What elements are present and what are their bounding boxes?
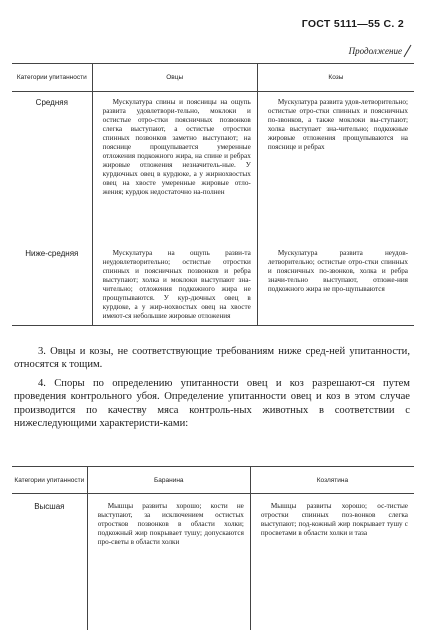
category-cell: Средняя	[35, 98, 68, 107]
category-cell: Ниже-средняя	[25, 249, 79, 258]
table-row	[12, 249, 414, 326]
continuation-label: Продолжение	[348, 46, 402, 56]
table2-header-category: Категории упитанности	[12, 467, 87, 494]
table1-header-category: Категории упитанности	[12, 64, 92, 92]
standard-header: ГОСТ 5111—55 С. 2	[301, 18, 404, 30]
table-row	[12, 494, 414, 631]
header-slash-mark	[404, 45, 412, 58]
sheep-description: Мускулатура спины и поясницы на ощупь развита удовлетвори-тельно, моклоки и остистые отро-стки поясничных позвонков слегка выступают, а остистые отростки спинных позвонков заметно выступают; на пояснице прощупывается умеренные отложения подкожного жира, на спине и ребрах жировые отложения незначитель-ные. У курдючных овец в курдюке, а у жирнохвостых овец на хвосте умеренные жировые отло-жения; курдюк недостаточно на-полнен	[102, 98, 251, 196]
goat-meat-description: Мышцы развиты хорошо; ос-тистые отростки спинных поз-вонков слегка выступают; под-кожный жир покрывает тушу с просветами в области холки и таза	[260, 502, 408, 537]
meat-quality-table	[12, 466, 414, 630]
mutton-description: Мышцы развиты хорошо; кости не выступают, за исключением остистых отростков позвонков в области холки; подкожный жир покрывает тушу; допускаются про-светы в области холки	[97, 502, 244, 546]
goats-description: Мускулатура развита неудов-летворительно; остистые отро-стки спинных и поясничных по-звонков, холка и ребра значи-тельно выступают, отложе-ния подкожного жира не про-щупываются	[267, 249, 408, 293]
table-row	[12, 92, 414, 250]
table1-header-goats: Козы	[257, 64, 414, 92]
table1-header-sheep: Овцы	[92, 64, 257, 92]
category-cell: Высшая	[34, 502, 65, 511]
sheep-goat-fatness-table	[12, 63, 414, 326]
goats-description: Мускулатура развита удов-летворительно; остистые отро-стки спинных и поясничных по-звонков, а также моклоки вы-ступают; холка выступает зна-чительно; подкожные жировые отложения прощупываются на пояснице и ребрах	[267, 98, 408, 151]
paragraph-3: 3. Овцы и козы, не соответствующие требованиям ниже сред-ней упитанности, относятся к тощим.	[14, 346, 410, 371]
table2-header-goat-meat: Козлятина	[250, 467, 414, 494]
table2-header-mutton: Баранина	[87, 467, 250, 494]
sheep-description: Мускулатура на ощупь разви-та неудовлетворительно; остистые отростки спинных и поясничных позвонков и ребра выступают; холка и моклоки выступают зна-чительно; отложения подкожного жира не прощупываются. У кур-дючных овец в курдюке, а у жир-нохвостых овец на хвосте имеют-ся небольшие жировые отложения	[102, 249, 251, 320]
paragraph-4: 4. Споры по определению упитанности овец и коз разрешают-ся путем проведения контрольного убоя. Определение упитанности овец и коз в этом случае производится по качеству мяса контроль-ных животных в соответствии с нижеследующими характеристи-ками:	[14, 378, 410, 430]
